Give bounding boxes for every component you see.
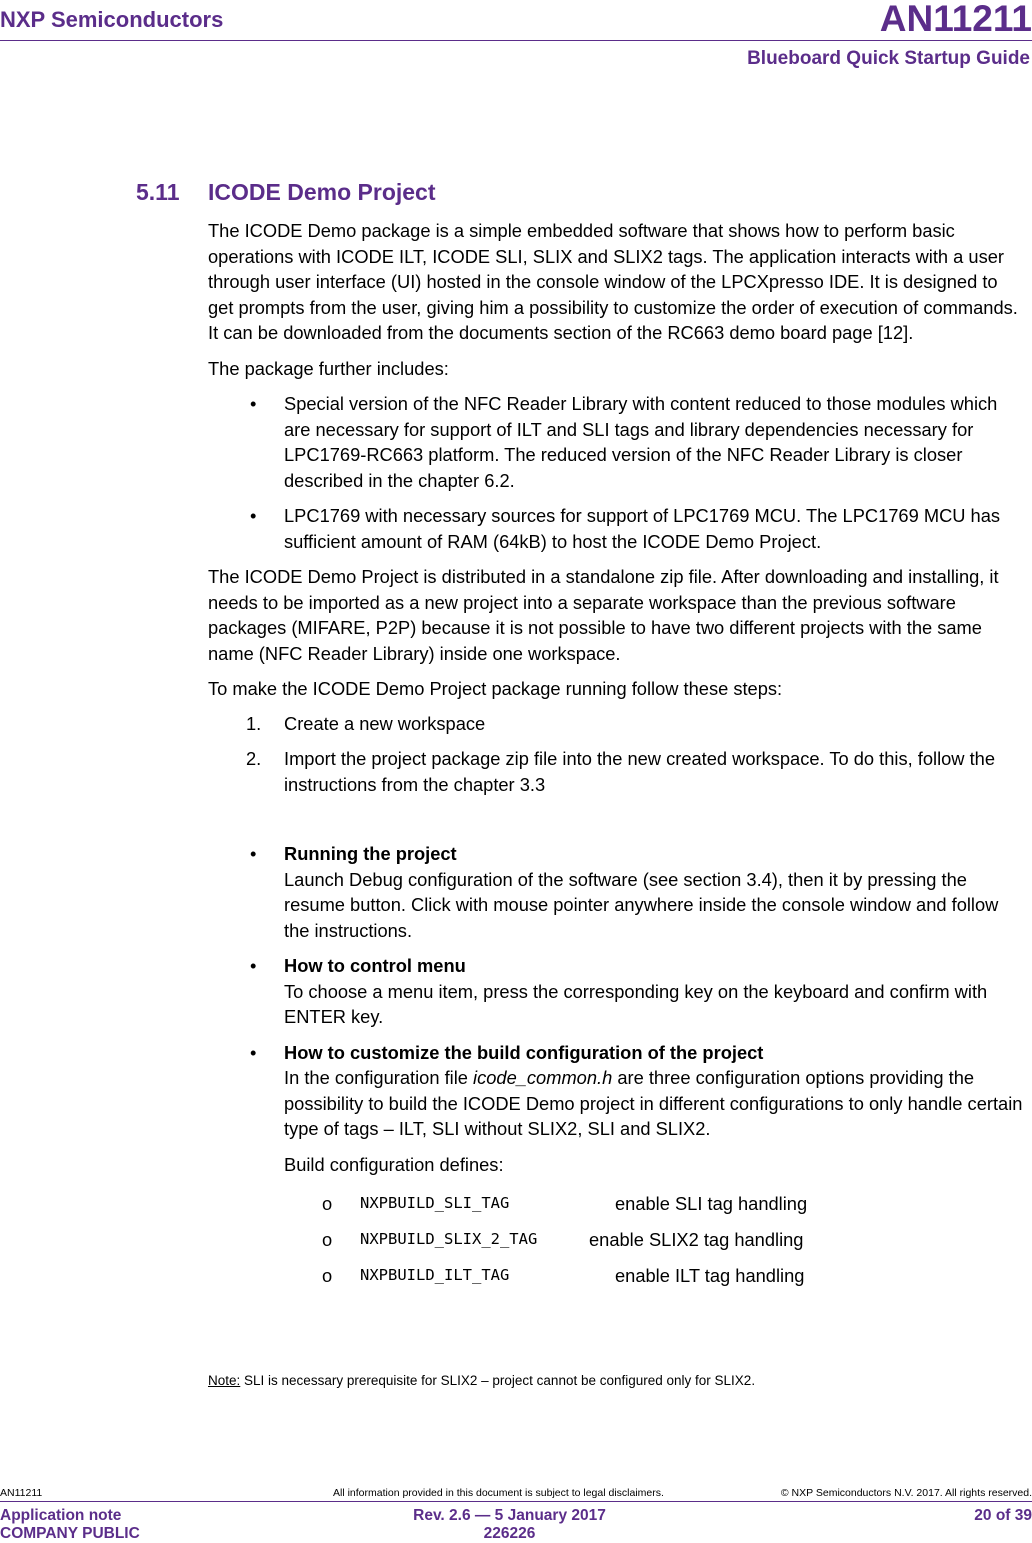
define-code: NXPBUILD_SLIX_2_TAG (360, 1230, 538, 1248)
note (208, 1373, 755, 1388)
defines-label: Build configuration defines: (284, 1153, 504, 1175)
tip-title: How to control menu (284, 955, 466, 976)
tip-text (284, 1065, 1028, 1142)
bullet-icon: • (250, 505, 257, 526)
tip-title: Running the project (284, 843, 457, 864)
steps-intro-paragraph: To make the ICODE Demo Project package running follow these steps: (208, 678, 783, 699)
step-item (208, 711, 1028, 737)
define-row (208, 1227, 1028, 1263)
footer-doc-type: Application note (0, 1507, 122, 1524)
list-item-text: Special version of the NFC Reader Library with content reduced to those modules which are necessary for support of ILT and SLI tags and library dependencies necessary for LPC1769-RC663 platform. The reduced version of the NFC Reader Library is closer described in the chapter 6.2. (284, 393, 998, 491)
define-code: NXPBUILD_ILT_TAG (360, 1266, 510, 1284)
intro-paragraph: The ICODE Demo package is a simple embedded software that shows how to perform basic operations with ICODE ILT, ICODE SLI, SLIX and SLIX2 tags. The application interacts with a user through user interface (UI) hosted in the console window of the LPCXpresso IDE. It is designed to get prompts from the user, giving him a possibility to customize the order of execution of commands. It can be downloaded from the documents section of the RC663 demo board page [12]. (208, 220, 1018, 343)
footer-revision: Rev. 2.6 — 5 January 2017 (413, 1507, 606, 1524)
footer-copyright: © NXP Semiconductors N.V. 2017. All rights reserved. (780, 1487, 1032, 1499)
circle-bullet-icon: o (322, 1229, 333, 1250)
section-number: 5.11 (136, 179, 180, 205)
tip-item (208, 953, 1028, 1030)
note-text: SLI is necessary prerequisite for SLIX2 – project cannot be configured only for SLIX2. (240, 1373, 756, 1388)
step-number: 2. (246, 748, 262, 769)
circle-bullet-icon: o (322, 1265, 333, 1286)
step-item (208, 746, 1028, 797)
footer-disclaimer: All information provided in this document is subject to legal disclaimers. (333, 1487, 664, 1499)
footer-classification: COMPANY PUBLIC (0, 1525, 140, 1542)
bullet-icon: • (250, 955, 257, 976)
step-number: 1. (246, 712, 262, 734)
footer-divider (0, 1501, 1032, 1502)
header-doc-id: AN11211 (879, 0, 1032, 39)
define-description: enable SLI tag handling (615, 1193, 808, 1214)
circle-bullet-icon: o (322, 1193, 333, 1214)
step-text: Import the project package zip file into the new created workspace. To do this, follow the instructions from the chapter 3.3 (284, 748, 995, 795)
list-item-text: LPC1769 with necessary sources for support of LPC1769 MCU. The LPC1769 MCU has sufficient amount of RAM (64kB) to host the ICODE Demo Project. (284, 505, 1001, 552)
list-item (208, 503, 1028, 554)
tip-text: Launch Debug configuration of the software (see section 3.4), then it by pressing the resume button. Click with mouse pointer anywhere inside the console window and follow the instructions. (284, 868, 999, 941)
bullet-icon: • (250, 843, 257, 864)
bullet-icon: • (250, 393, 257, 414)
footer-doc-id: AN11211 (0, 1487, 43, 1499)
tip-text-after: are three configuration options providing the possibility to build the ICODE Demo project in different configurations to only handle certain type of tags – ILT, SLI without SLIX2, SLI and SLIX2. (284, 1067, 1023, 1139)
distribution-paragraph: The ICODE Demo Project is distributed in a standalone zip file. After downloading and installing, it needs to be imported as a new project into a separate workspace than the previous software packages (MIFARE, P2P) because it is not possible to have two different projects with the same name (NFC Reader Library) inside one workspace. (208, 566, 999, 664)
header-doc-title: Blueboard Quick Startup Guide (747, 48, 1030, 69)
step-text: Create a new workspace (284, 712, 486, 734)
bullet-icon: • (250, 1041, 257, 1063)
tip-text: To choose a menu item, press the corresponding key on the keyboard and confirm with ENTER key. (284, 980, 988, 1027)
tip-item (208, 1040, 1028, 1142)
define-code: NXPBUILD_SLI_TAG (360, 1194, 510, 1212)
define-row (208, 1191, 1028, 1227)
define-description: enable SLIX2 tag handling (589, 1229, 804, 1250)
header-divider (0, 40, 1032, 41)
tip-text-before: In the configuration file (284, 1067, 474, 1088)
define-description: enable ILT tag handling (615, 1265, 805, 1286)
tip-title: How to customize the build configuration of the project (284, 1041, 764, 1063)
list-item (208, 391, 1028, 493)
tip-item (208, 841, 1028, 943)
config-filename: icode_common.h (473, 1067, 613, 1088)
section-heading (136, 179, 436, 206)
footer-page-number: 20 of 39 (974, 1507, 1032, 1524)
document-body (208, 218, 1028, 1299)
note-label: Note: (208, 1373, 241, 1388)
includes-paragraph: The package further includes: (208, 357, 449, 379)
define-row (208, 1263, 1028, 1299)
header-company: NXP Semiconductors (0, 7, 224, 32)
footer-doc-number: 226226 (483, 1525, 536, 1542)
section-title: ICODE Demo Project (208, 179, 436, 205)
